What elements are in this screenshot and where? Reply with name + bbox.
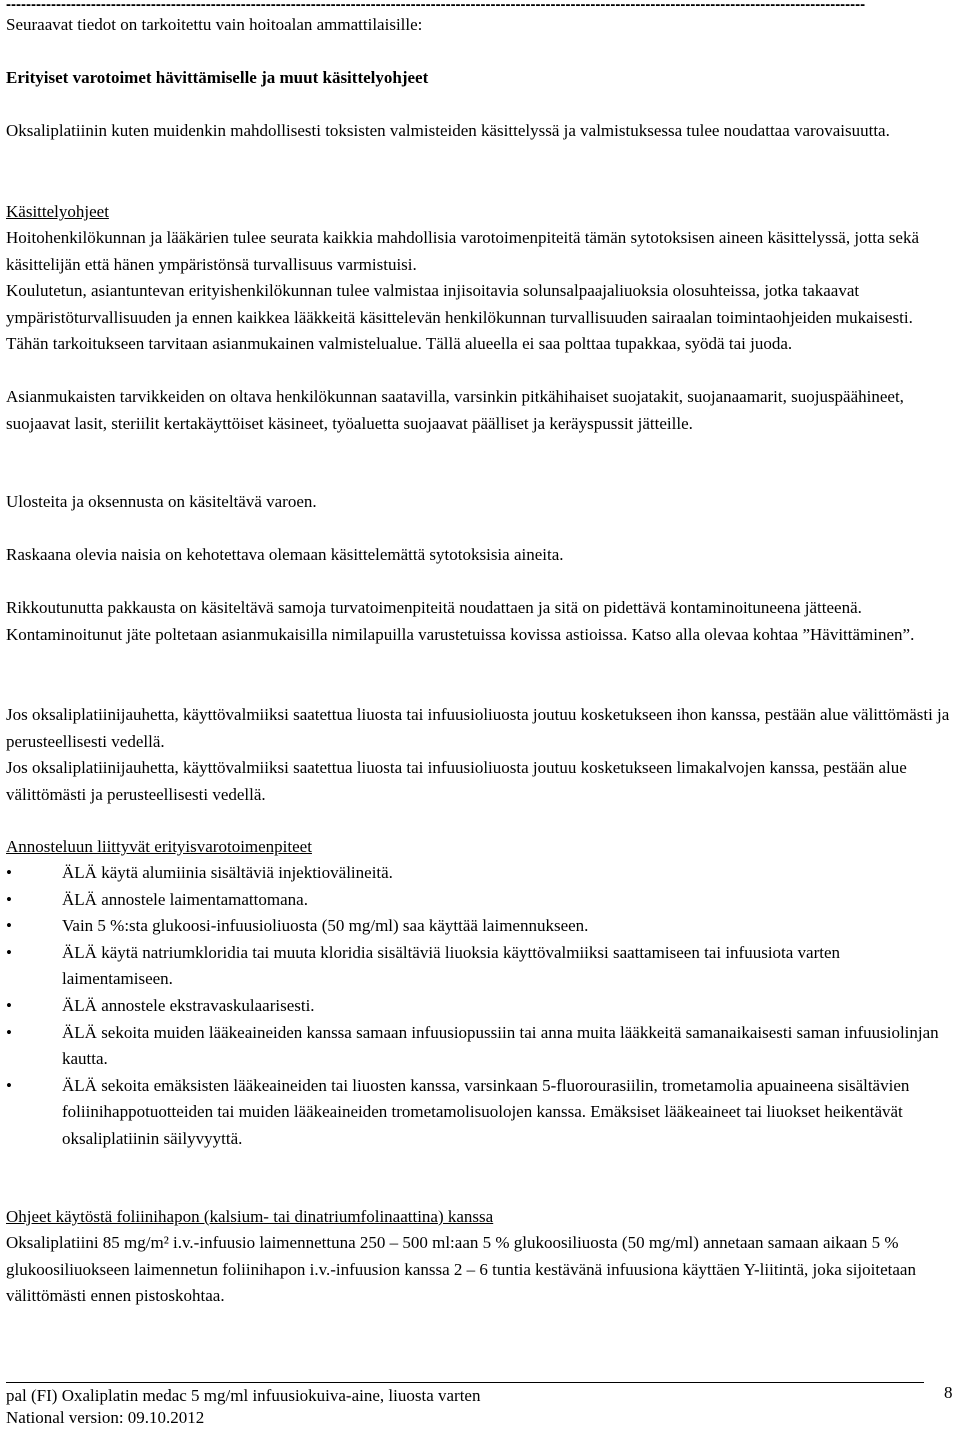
mucosa-contact-note: Jos oksaliplatiinijauhetta, käyttövalmiiksi saatettua liuosta tai infuusioliuosta joutuu kosketukseen limakalvojen kanssa, pestään alue välittömästi ja perusteellisesti vedellä. <box>6 758 907 804</box>
bullet-icon: • <box>6 1022 12 1042</box>
handling-paragraph-3: Asianmukaisten tarvikkeiden on oltava henkilökunnan saatavilla, varsinkin pitkähihaiset suojatakit, suojanaamarit, suojuspäähineet, suojaavat lasit, steriilit kertakäyttöiset käsineet, työaluetta suojaavat päälliset ja keräyspussit jätteille. <box>6 387 904 433</box>
bullet-icon: • <box>6 916 12 936</box>
dosing-list <box>6 860 954 1153</box>
header-dash-line: ---------------------------------------------------------------------------------------------------------------------------------------------------------------------------- <box>6 0 866 13</box>
list-item: • ÄLÄ annostele laimentamattomana. <box>6 887 954 914</box>
list-item: • ÄLÄ käytä natriumkloridia tai muuta kloridia sisältäviä liuoksia käyttövalmiiksi saattamiseen tai infuusiota varten laimentamiseen. <box>6 940 954 993</box>
bullet-icon: • <box>6 942 12 962</box>
list-item: • ÄLÄ sekoita muiden lääkeaineiden kanssa samaan infuusiopussiin tai anna muita lääkkeitä samanaikaisesti saman infuusiolinjan kautta. <box>6 1020 954 1073</box>
list-item: • Vain 5 %:sta glukoosi-infuusioliuosta (50 mg/ml) saa käyttää laimennukseen. <box>6 913 954 940</box>
handling-paragraph-2: Koulutetun, asiantuntevan erityishenkilökunnan tulee valmistaa injisoitavia solunsalpaajaliuoksia olosuhteissa, jotka takaavat ympäristöturvallisuuden ja ennen kaikkea lääkkeitä käsittelevän henkilökunnan turvallisuuden sairaalan toimintaohjeiden mukaisesti. Tähän tarkoitukseen tarvitaan asianmukainen valmistelualue. Tällä alueella ei saa polttaa tupakkaa, syödä tai juoda. <box>6 281 913 354</box>
intro-text: Seuraavat tiedot on tarkoitettu vain hoitoalan ammattilaisille: <box>6 15 423 34</box>
handling-heading: Käsittelyohjeet <box>6 202 109 221</box>
bullet-icon: • <box>6 1075 12 1095</box>
bullet-icon: • <box>6 889 12 909</box>
excreta-note: Ulosteita ja oksennusta on käsiteltävä varoen. <box>6 492 317 511</box>
footer-product: pal (FI) Oxaliplatin medac 5 mg/ml infuusiokuiva-aine, liuosta varten <box>6 1386 481 1405</box>
list-item: • ÄLÄ käytä alumiinia sisältäviä injektiovälineitä. <box>6 860 954 887</box>
page-number: 8 <box>944 1383 953 1402</box>
list-item: • ÄLÄ sekoita emäksisten lääkeaineiden tai liuosten kanssa, varsinkaan 5-fluorourasiilin, trometamolia apuaineena sisältävien foliinihappotuotteiden tai muiden lääkeaineiden trometamolisuolojen kanssa. Emäksiset lääkeaineet tai liuokset heikentävät oksaliplatiinin säilyvyyttä. <box>6 1073 954 1153</box>
footer-divider <box>6 1382 924 1383</box>
caution-text: Oksaliplatiinin kuten muidenkin mahdollisesti toksisten valmisteiden käsittelyssä ja valmistuksessa tulee noudattaa varovaisuutta. <box>6 121 890 140</box>
list-item: • ÄLÄ annostele ekstravaskulaarisesti. <box>6 993 954 1020</box>
folinic-text: Oksaliplatiini 85 mg/m² i.v.-infuusio laimennettuna 250 – 500 ml:aan 5 % glukoosiliuosta (50 mg/ml) annetaan samaan aikaan 5 % glukoosiliuokseen laimennetun foliinihapon i.v.-infuusion kanssa 2 – 6 tuntia kestävänä infuusiona käyttäen Y-liitintä, joka sijoitetaan välittömästi ennen pistoskohtaa. <box>6 1233 916 1306</box>
section-title: Erityiset varotoimet hävittämiselle ja muut käsittelyohjeet <box>6 68 429 87</box>
bullet-icon: • <box>6 863 12 882</box>
pregnant-note: Raskaana olevia naisia on kehotettava olemaan käsittelemättä sytotoksisia aineita. <box>6 545 564 564</box>
dosing-heading: Annosteluun liittyvät erityisvarotoimenpiteet <box>6 837 312 856</box>
broken-package-note: Rikkoutunutta pakkausta on käsiteltävä samoja turvatoimenpiteitä noudattaen ja sitä on pidettävä kontaminoituneena jätteenä. Kontaminoitunut jäte poltetaan asianmukaisilla nimilapuilla varustetuissa kovissa astioissa. Katso alla olevaa kohtaa ”Hävittäminen”. <box>6 598 915 644</box>
handling-paragraph-1: Hoitohenkilökunnan ja lääkärien tulee seurata kaikkia mahdollisia varotoimenpiteitä tämän sytotoksisen aineen käsittelyssä, jotta sekä käsittelijän että hänen ympäristönsä turvallisuus varmistuisi. <box>6 228 920 274</box>
skin-contact-note: Jos oksaliplatiinijauhetta, käyttövalmiiksi saatettua liuosta tai infuusioliuosta joutuu kosketukseen ihon kanssa, pestään alue välittömästi ja perusteellisesti vedellä. <box>6 705 950 751</box>
bullet-icon: • <box>6 995 12 1015</box>
folinic-heading: Ohjeet käytöstä foliinihapon (kalsium- tai dinatriumfolinaattina) kanssa <box>6 1207 494 1226</box>
footer-version: National version: 09.10.2012 <box>6 1408 205 1427</box>
